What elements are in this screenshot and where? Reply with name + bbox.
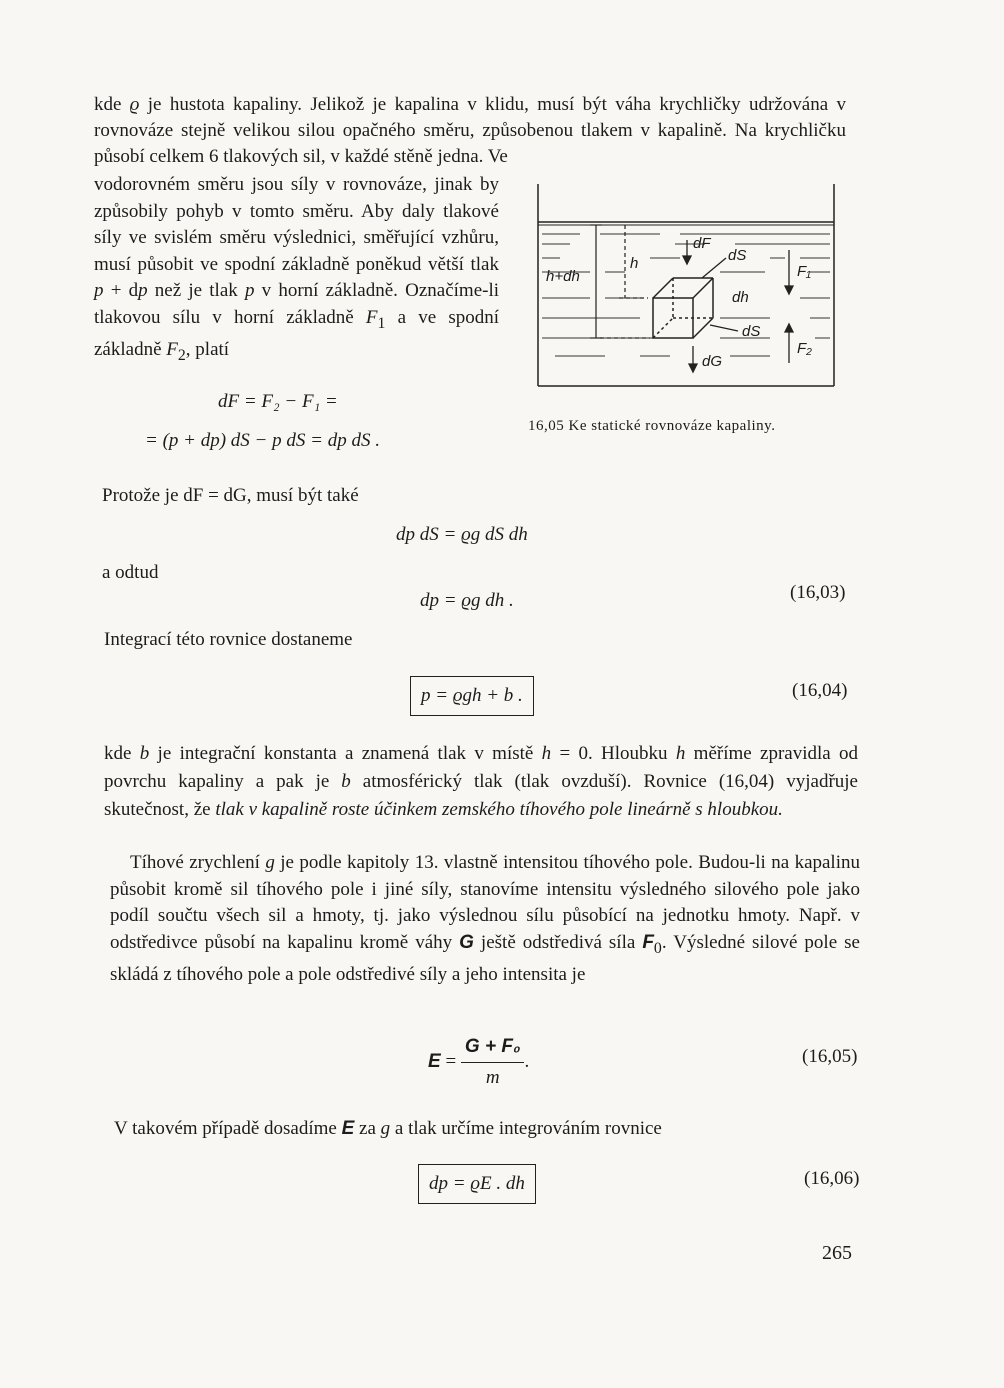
var-p: p	[94, 280, 104, 301]
vector-G: G	[459, 931, 474, 953]
var-h: h	[541, 743, 552, 764]
text: kde	[104, 743, 140, 764]
label-dG: dG	[702, 353, 723, 370]
rho-symbol: ϱ	[129, 94, 140, 115]
equation-16-05	[428, 1034, 529, 1091]
equation-16-03: dp = ϱg dh .	[420, 590, 514, 611]
text: ještě odstředivá síla	[473, 931, 643, 953]
text: a ve spodní základně	[94, 306, 500, 360]
var-b: b	[139, 743, 150, 764]
text-a-odtud: a odtud	[102, 562, 159, 583]
text: a tlak určíme integrováním rovnice	[390, 1118, 662, 1139]
var-g: g	[265, 852, 275, 873]
page-number: 265	[822, 1242, 852, 1264]
vector-E: E	[341, 1118, 355, 1139]
label-F2: F₂	[797, 340, 812, 357]
text: než je tlak	[147, 280, 245, 301]
vector-F0: F	[642, 931, 654, 953]
text: , platí	[185, 338, 230, 360]
equation-dp-dS: dp dS = ϱg dS dh	[396, 524, 528, 545]
text: měříme zpravidla od povrchu kapaliny a pak je	[104, 743, 859, 792]
text: je integrační konstanta a znamená tlak v místě	[149, 743, 542, 764]
text: vodorovném směru jsou síly v rovnováze, jinak by způsobily pohyb v tomto směru. Aby daly tlakové síly ve svislém směru výslednici, směřující vzhůru, musí působit ve spodní základně poněkud větší tlak	[94, 174, 499, 275]
var-p: p	[138, 280, 148, 301]
var-p: p	[244, 280, 255, 301]
text: je hustota kapaliny. Jelikož je kapalina v klidu, musí být váha krychličky udržována v rovnováze stejně velikou silou opačného směru, způsobenou tlakem v kapalině. Na krychličku působí celkem 6 tlakových sil, v každé stěně jedna. Ve	[94, 94, 846, 167]
text: za	[354, 1118, 381, 1139]
text: kde	[94, 94, 130, 115]
text: atmosférický tlak (tlak ovzduší). Rovnice (16,04) vyjadřuje skutečnost, že	[104, 771, 858, 820]
numerator: G + F₀	[461, 1034, 525, 1063]
equation-number-16-06: (16,06)	[804, 1168, 860, 1189]
emphasized-statement: tlak v kapalině roste účinkem zemského tíhového pole lineárně s hloubkou.	[215, 799, 783, 820]
equation-dF-line2: = (p + dp) dS − p dS = dp dS .	[145, 430, 380, 451]
paragraph-3	[110, 850, 860, 988]
fraction	[461, 1034, 525, 1091]
text: V takovém případě dosadíme	[114, 1118, 342, 1139]
cube	[653, 278, 713, 338]
equals-sign: =	[440, 1050, 461, 1072]
var-g: g	[380, 1118, 391, 1139]
equation-16-06: dp = ϱE . dh	[418, 1164, 536, 1204]
var-F2: F	[166, 338, 178, 360]
equation-number-16-04: (16,04)	[792, 680, 848, 701]
equation-dF-line1: dF = F₂ − F₁ =	[218, 391, 338, 412]
figure-diagram	[530, 178, 842, 393]
label-dS-bottom: dS	[742, 323, 761, 340]
subscript: 1	[377, 314, 386, 332]
figure-hydrostatic-cube	[530, 178, 842, 393]
label-F1: F₁	[797, 263, 811, 280]
label-dF: dF	[693, 235, 711, 252]
subscript: 2	[177, 346, 186, 364]
text: = 0. Hloubku	[551, 743, 676, 764]
period: .	[524, 1050, 530, 1072]
var-F1: F	[365, 306, 378, 328]
denominator: m	[485, 1067, 500, 1088]
paragraph-1-continuation	[94, 172, 499, 369]
label-dh: dh	[732, 289, 749, 306]
text: Tíhové zrychlení	[130, 852, 266, 873]
paragraph-2	[104, 740, 858, 824]
equation-16-04: p = ϱgh + b .	[410, 676, 534, 716]
text: + d	[103, 280, 139, 301]
text: . Výsledné silové pole se skládá z tíhového pole a pole odstředivé síly a jeho intensita je	[110, 931, 860, 985]
figure-caption: 16,05 Ke statické rovnováze kapaliny.	[528, 418, 776, 434]
text-integraci: Integrací této rovnice dostaneme	[104, 629, 353, 650]
text-v-takovem	[114, 1116, 662, 1142]
text-protoze: Protože je dF = dG, musí být také	[102, 485, 359, 506]
equation-number-16-05: (16,05)	[802, 1046, 858, 1067]
var-h: h	[675, 743, 686, 764]
var-b: b	[341, 771, 351, 792]
label-h: h	[630, 255, 639, 272]
text: je podle kapitoly 13. vlastně intensitou tíhového pole. Budou-li na kapalinu působit kromě sil tíhového pole i jiné síly, stanovíme intensitu výsledného silového pole jako podíl součtu všech sil a hmoty, tj. jako výslednou sílu působící na jednotku hmoty. Např. v odstředivce působí na kapalinu kromě váhy	[110, 852, 860, 953]
subscript: 0	[653, 939, 662, 957]
vector-E: E	[428, 1050, 441, 1072]
equation-number-16-03: (16,03)	[790, 582, 846, 603]
paragraph-1	[94, 92, 846, 170]
text: v horní základně. Označíme-li tlakovou sílu v horní základně	[94, 280, 500, 328]
label-h-plus-dh: h+dh	[546, 268, 580, 285]
label-dS-top: dS	[728, 247, 747, 264]
